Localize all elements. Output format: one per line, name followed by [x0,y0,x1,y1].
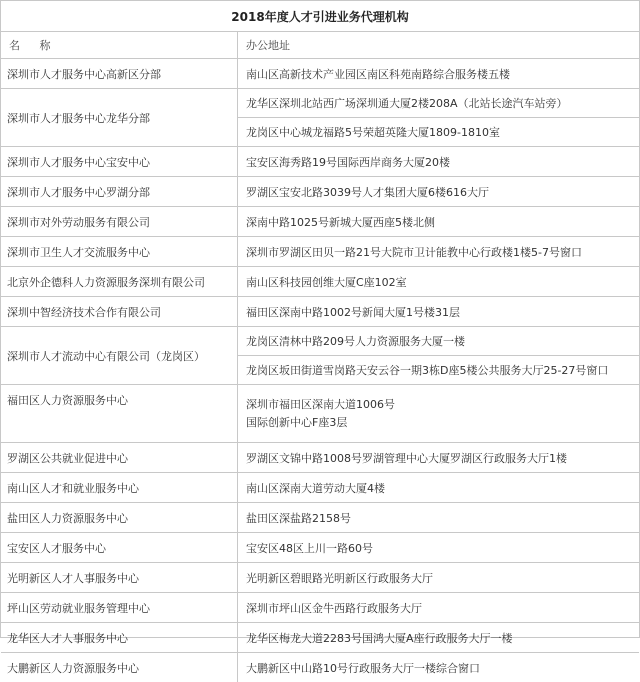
address-column [238,147,639,176]
table-row [1,503,639,533]
office-address: 南山区高新技术产业园区南区科苑南路综合服务楼五楼 [246,67,510,81]
table-row [1,207,639,237]
table-row [1,473,639,503]
office-address: 深圳市罗湖区田贝一路21号大院市卫计能教中心行政楼1楼5-7号窗口 [246,245,582,259]
table-title: 2018年度人才引进业务代理机构 [1,1,639,32]
office-address: 南山区科技园创维大厦C座102室 [246,275,407,289]
address-column [238,207,639,236]
agency-name: 罗湖区公共就业促进中心 [1,443,238,472]
agency-name: 坪山区劳动就业服务管理中心 [1,593,238,622]
table-row [1,89,639,147]
agency-name: 南山区人才和就业服务中心 [1,473,238,502]
agency-name: 龙华区人才人事服务中心 [1,623,238,652]
agency-name: 深圳市人才服务中心高新区分部 [1,59,238,88]
address-line: 深圳市福田区深南大道1006号 [246,397,395,411]
office-address: 盐田区深盐路2158号 [246,511,351,525]
agency-name: 大鹏新区人力资源服务中心 [1,653,238,682]
agency-name: 光明新区人才人事服务中心 [1,563,238,592]
address-column [238,443,639,472]
office-address: 光明新区碧眼路光明新区行政服务大厅 [246,571,433,585]
office-address: 龙华区梅龙大道2283号国鸿大厦A座行政服务大厅一楼 [246,631,513,645]
table-row [1,327,639,385]
address-column [238,473,639,502]
agency-name: 深圳市人才服务中心宝安中心 [1,147,238,176]
header-name: 名 称 [1,32,238,58]
address-column [238,503,639,532]
table-row [1,563,639,593]
agency-name: 福田区人力资源服务中心 [1,385,238,442]
agency-name: 深圳中智经济技术合作有限公司 [1,297,238,326]
agency-name: 深圳市卫生人才交流服务中心 [1,237,238,266]
address-column [238,563,639,592]
address-column [238,89,639,146]
agency-name: 深圳市人才服务中心龙华分部 [1,89,238,146]
office-address: 龙岗区坂田街道雪岗路天安云谷一期3栋D座5楼公共服务大厅25-27号窗口 [246,364,609,377]
office-address: 龙华区深圳北站西广场深圳通大厦2楼208A（北站长途汽车站旁） [238,89,639,118]
table-header [1,32,639,59]
office-address: 深圳市坪山区金牛西路行政服务大厅 [246,601,422,615]
table-row [1,177,639,207]
agency-name: 宝安区人才服务中心 [1,533,238,562]
table-row [1,593,639,623]
address-column [238,653,639,682]
office-address: 深南中路1025号新城大厦西座5楼北侧 [246,215,435,229]
table-row [1,533,639,563]
table-row [1,623,639,653]
address-column [238,59,639,88]
office-address: 大鹏新区中山路10号行政服务大厅一楼综合窗口 [246,661,480,675]
table-row [1,297,639,327]
address-column [238,327,639,384]
address-column [238,385,639,442]
address-column [238,177,639,206]
office-address: 福田区深南中路1002号新闻大厦1号楼31层 [246,305,460,319]
agency-name: 深圳市人才流动中心有限公司（龙岗区） [1,327,238,384]
office-address: 罗湖区宝安北路3039号人才集团大厦6楼616大厅 [246,185,489,199]
office-address: 龙岗区清林中路209号人力资源服务大厦一楼 [238,327,639,356]
table-row [1,443,639,473]
table-row [1,653,639,682]
table-row [1,385,639,443]
office-address: 龙岗区中心城龙福路5号荣超英隆大厦1809-1810室 [246,126,500,139]
agency-name: 盐田区人力资源服务中心 [1,503,238,532]
address-column [238,237,639,266]
office-address: 宝安区48区上川一路60号 [246,541,373,555]
table-row [1,267,639,297]
address-block [238,385,639,442]
agency-name: 北京外企德科人力资源服务深圳有限公司 [1,267,238,296]
address-column [238,533,639,562]
address-line: 国际创新中心F座3层 [246,415,348,429]
header-address: 办公地址 [246,39,290,52]
address-column [238,297,639,326]
table-row [1,237,639,267]
address-column [238,593,639,622]
agency-name: 深圳市人才服务中心罗湖分部 [1,177,238,206]
table-body [1,59,639,682]
table-row [1,59,639,89]
agency-name: 深圳市对外劳动服务有限公司 [1,207,238,236]
office-address: 宝安区海秀路19号国际西岸商务大厦20楼 [246,155,450,169]
office-address: 罗湖区文锦中路1008号罗湖管理中心大厦罗湖区行政服务大厅1楼 [246,451,567,465]
table-row [1,147,639,177]
address-column [238,267,639,296]
office-address: 南山区深南大道劳动大厦4楼 [246,481,385,495]
